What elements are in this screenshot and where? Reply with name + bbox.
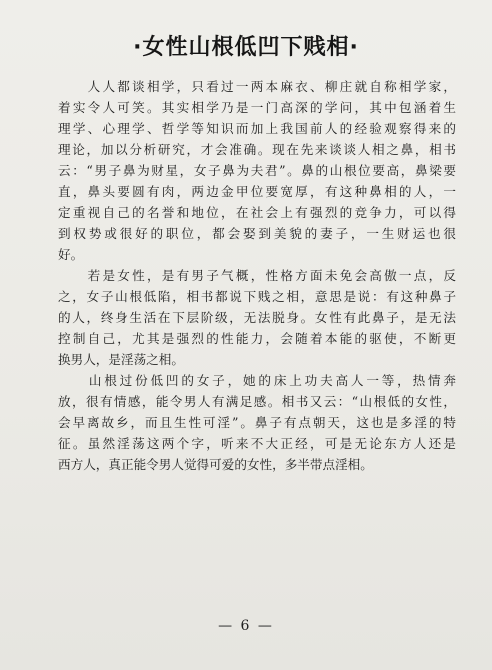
text-line: 山根过份低凹的女子，她的床上功夫高人一等，热情奔: [58, 373, 456, 388]
text-line: 控制自己，尤其是强烈的性能力，会随着本能的驱使，不断更: [58, 331, 456, 346]
text-line: 着实令人可笑。其实相学乃是一门高深的学问，其中包涵着生: [58, 100, 456, 115]
text-line: 放，很有情感，能令男人有满足感。相书又云：“山根低的女性，: [58, 394, 456, 409]
text-line: 好。: [58, 247, 84, 262]
text-line: 的人，终身生活在下层阶级，无法脱身。女性有此鼻子，是无法: [58, 310, 456, 325]
text-line: 征。虽然淫荡这两个字，听来不大正经，可是无论东方人还是: [58, 436, 456, 451]
page-title: ·女性山根低凹下贱相·: [133, 35, 359, 60]
text-line: 理学、心理学、哲学等知识而加上我国前人的经验观察得来的: [58, 121, 456, 136]
text-line: 之，女子山根低陷，相书都说下贱之相，意思是说：有这种鼻子: [58, 289, 456, 304]
text-line: 换男人，是淫荡之相。: [58, 352, 184, 367]
text-line: 到权势或很好的职位，都会娶到美貌的妻子，一生财运也很: [58, 226, 456, 241]
page-number: — 6 —: [218, 618, 274, 634]
text-line: 理论，加以分析研究，才会准确。现在先来谈谈人相之鼻，相书: [58, 142, 456, 157]
text-line: 人人都谈相学，只看过一两本麻衣、柳庄就自称相学家，: [58, 79, 456, 94]
text-line: 云：“男子鼻为财星，女子鼻为夫君”。鼻的山根位要高，鼻梁要: [58, 163, 456, 178]
text-line: 定重视自己的名誉和地位，在社会上有强烈的竞争力，可以得: [58, 205, 456, 220]
text-line: 会早离故乡，而且生性可淫”。鼻子有点朝天，这也是多淫的特: [58, 415, 456, 430]
text-line: 西方人，真正能令男人觉得可爱的女性，多半带点淫相。: [58, 457, 373, 472]
text-line: 若是女性，是有男子气概，性格方面未免会高傲一点，反: [58, 268, 456, 283]
text-line: 直，鼻头要圆有肉，两边金甲位要宽厚，有这种鼻相的人，一: [58, 184, 456, 199]
article-body: [58, 76, 456, 475]
